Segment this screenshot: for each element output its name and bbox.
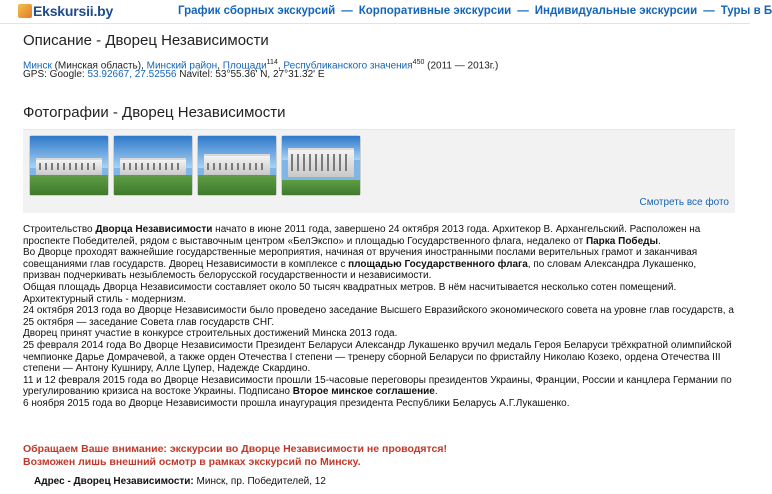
city-link[interactable]: Минск [23,60,52,72]
paragraph [23,375,736,398]
logo-icon [18,4,32,18]
logo-suffix: .by [93,3,114,19]
nav-corporate-tours[interactable]: Корпоративные экскурсии [358,5,512,17]
nav-group-tours[interactable]: График сборных экскурсий [178,5,336,17]
paragraph: Архитектурный стиль - модернизм. [23,293,187,305]
text-segment: Во Дворце проходят важнейшие государственные мероприятия, начиная от вручения иностранными послами верительных грамот и заканчивая совещаниями глав государств. Дворец Независимости в комплексе с [23,247,698,270]
paragraph: 24 октября 2013 года во Дворце Независимости было проведено заседание Высшего Евразийского экономического совета на уровне глав государств, а 25 октября — заседание Совета глав государств СНГ. [23,305,734,328]
address-label: Адрес - Дворец Независимости: [34,476,194,487]
text-segment: начато в июне 2011 года, завершено 24 октября 2013 года. Архитекор В. Архангельский. Расположен на проспекте Победителей, рядом с выставочным центром «БелЭкспо» и площадью Государственного флага, недалеко от [23,224,701,247]
page-title: Описание - Дворец Независимости [23,32,269,49]
photo-thumbnail[interactable] [113,135,193,196]
warning-notice [23,443,447,469]
text-segment: , по словам Александра Лукашенко, призван подчеркивать незыблемость белорусской государственности и независимости. [23,258,697,282]
site-logo[interactable] [18,3,113,19]
photo-thumbnail[interactable] [197,135,277,196]
years-text: (2011 — 2013г.) [424,60,499,72]
warning-line: Обращаем Ваше внимание: экскурсии во Дворце Независимости не проводятся! [23,443,448,455]
squares-count: 114 [266,59,278,66]
paragraph: 25 февраля 2014 года Во Дворце Независимости Президент Беларуси Александр Лукашенко вручил медаль Героя Беларуси трёхкратной олимпийской чемпионке Дарье Домрачевой, а также орден Отечества I степени — тренеру сборной Беларуси по фристайлу Николаю Козеко, ордена Отечества III степени — Антону Кушниру, Алле Цупер, Надежде Скардино. [23,339,732,375]
logo-text: Ekskursii [33,3,94,19]
photos-heading: Фотографии - Дворец Независимости [23,104,286,121]
text-segment: Строительство [23,224,96,235]
separator: , [217,60,223,72]
google-coords-link[interactable]: 53.92667, 27.52556 [87,69,177,80]
nav-tours-belarus[interactable]: Туры в Б [720,5,772,17]
text-segment: 11 и 12 февраля 2015 года во Дворце Независимости прошли 15-часовые переговоры президентов Украины, Франции, России и канцлера Германии по урегулированию кризиса на востоке Украины. Подписано [23,374,732,398]
navitel-coords: Navitel: 53°55.36' N, 27°31.32' E [176,69,325,80]
bold-term: Второе минское соглашение [292,386,435,398]
paragraph [23,224,736,247]
address-line [34,476,326,487]
article-body [23,224,736,410]
paragraph: Общая площадь Дворца Независимости составляет около 50 тысяч квадратных метров. В нём насчитывается несколько сотен помещений. [23,281,677,293]
text-segment: . [658,235,661,247]
nav-individual-tours[interactable]: Индивидуальные экскурсии [534,5,698,17]
category-squares-link[interactable]: Площади [222,60,267,72]
bold-term: Дворца Независимости [95,224,213,235]
main-menu [178,5,772,17]
significance-count: 450 [412,59,425,66]
text-segment: . [434,386,438,398]
nav-separator: — [341,5,353,17]
bold-term: площадью Государственного флага [348,258,528,270]
nav-separator: — [703,5,715,17]
view-all-photos-link[interactable]: Смотреть все фото [639,197,729,208]
photo-thumbnail[interactable] [29,135,109,196]
region-text: (Минская область), [51,60,147,72]
nav-separator: — [517,5,529,17]
warning-line: Возможен лишь внешний осмотр в рамках экскурсий по Минску. [23,456,361,468]
gps-coordinates [23,69,325,80]
address-value: Минск, пр. Победителей, 12 [193,476,326,487]
paragraph [23,247,736,282]
district-link[interactable]: Минский район [146,60,218,72]
bold-term: Парка Победы [585,235,659,247]
top-navigation-bar [0,0,772,24]
paragraph: 6 ноября 2015 года во Дворце Независимости прошла инаугурация президента Республики Беларусь А.Г.Лукашенко. [23,397,570,409]
photo-thumbnail[interactable] [281,135,361,196]
category-significance-link[interactable]: Республиканского значения [283,60,413,72]
paragraph: Дворец принят участие в конкурсе строительных достижений Минска 2013 года. [23,328,398,340]
photo-gallery [23,129,735,213]
gps-google-label: GPS: Google: [23,69,88,80]
separator: , [277,60,284,72]
